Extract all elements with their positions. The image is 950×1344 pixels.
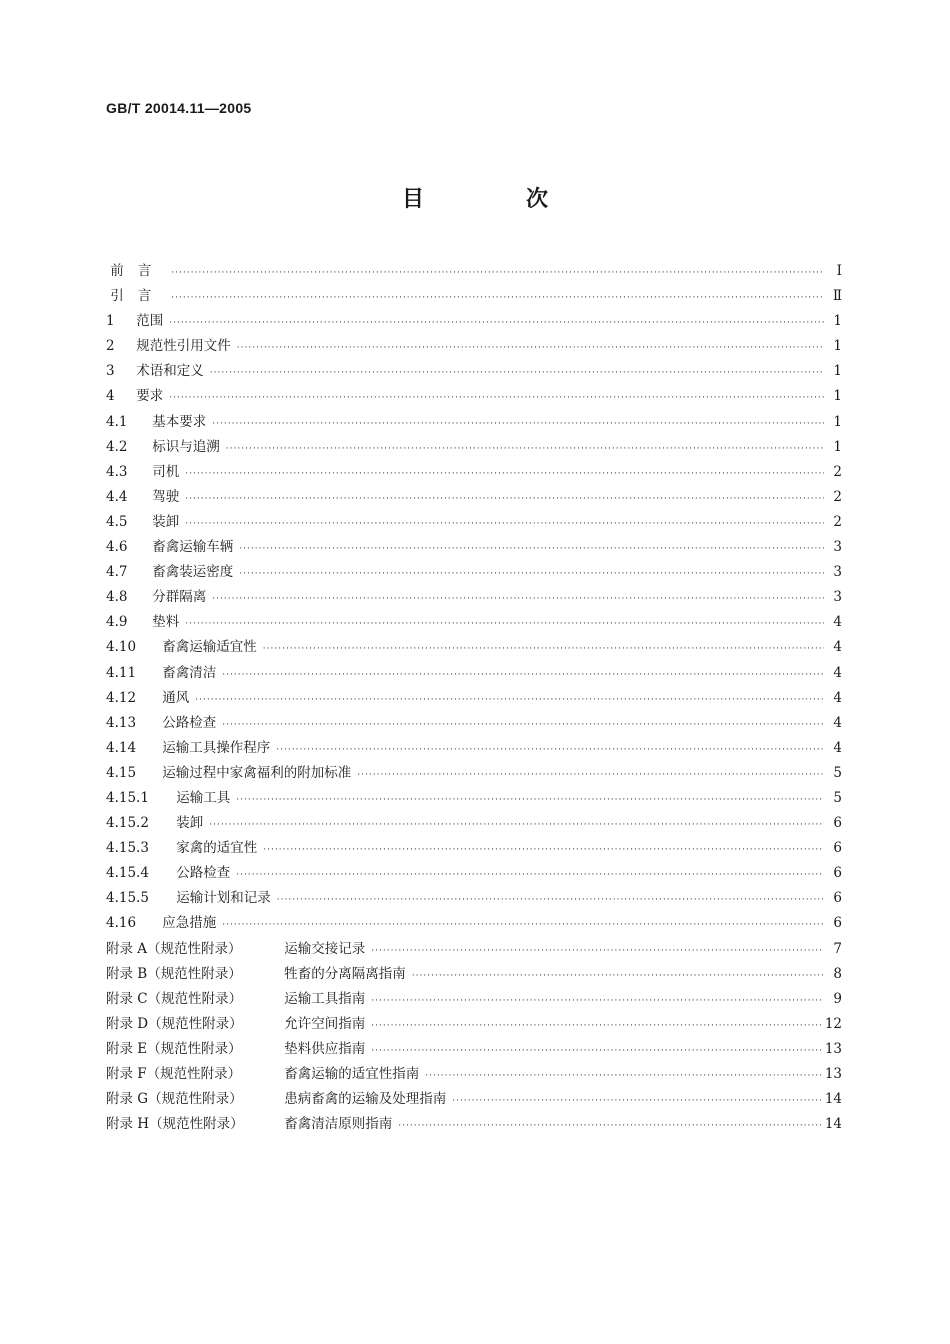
toc-entry-number: 4.16 <box>106 915 137 932</box>
toc-entry[interactable] <box>106 736 842 761</box>
toc-entry-title: 运输计划和记录 <box>176 890 271 907</box>
toc-entry-number: 4.15 <box>106 764 137 781</box>
toc-entry[interactable] <box>106 786 842 811</box>
toc-entry-page: 14 <box>824 1116 842 1133</box>
toc-entry-label <box>106 460 179 480</box>
toc-entry-label <box>106 811 203 831</box>
toc-entry-title: 规范性引用文件 <box>136 338 231 355</box>
toc-entry-page: 8 <box>833 965 842 982</box>
toc-entry[interactable] <box>106 259 842 284</box>
toc-entry-number: 2 <box>106 338 115 355</box>
toc-entry[interactable] <box>106 1062 842 1087</box>
toc-leader-dots <box>452 1096 821 1106</box>
toc-entry-page: 4 <box>833 639 842 656</box>
toc-entry-title: 公路检查 <box>162 714 217 731</box>
toc-leader-dots <box>185 519 824 529</box>
toc-entry-number: 4.14 <box>106 739 137 756</box>
toc-entry-label <box>106 836 257 856</box>
toc-entry-number: 附录 C（规范性附录） <box>106 990 243 1007</box>
toc-entry-page: 1 <box>833 313 842 330</box>
toc-entry-label <box>106 861 230 881</box>
toc-leader-dots <box>226 444 824 454</box>
toc-leader-dots <box>239 544 824 554</box>
toc-entry-title: 要求 <box>136 388 164 405</box>
toc-entry-number: 4 <box>106 388 115 405</box>
toc-entry-page: Ⅱ <box>832 288 842 305</box>
toc-entry-page: 2 <box>833 513 842 530</box>
toc-entry-number: 4.5 <box>106 513 128 530</box>
toc-entry-title: 分群隔离 <box>152 589 207 606</box>
toc-entry-label <box>106 911 216 931</box>
toc-entry-title: 垫料 <box>152 614 180 631</box>
toc-leader-dots <box>371 996 824 1006</box>
toc-entry[interactable] <box>106 911 842 936</box>
toc-entry[interactable] <box>106 560 842 585</box>
toc-entry[interactable] <box>106 460 842 485</box>
toc-entry[interactable] <box>106 686 842 711</box>
toc-leader-dots <box>277 895 824 905</box>
toc-entry[interactable] <box>106 761 842 786</box>
toc-entry-title: 畜禽运输适宜性 <box>162 639 257 656</box>
toc-entry-page: 1 <box>833 438 842 455</box>
toc-entry-number: 4.8 <box>106 589 128 606</box>
toc-leader-dots <box>212 594 824 604</box>
toc-entry-label <box>106 736 270 756</box>
toc-entry-page: 1 <box>833 413 842 430</box>
toc-entry[interactable] <box>106 987 842 1012</box>
toc-entry[interactable] <box>106 435 842 460</box>
toc-entry-page: 12 <box>824 1015 842 1032</box>
toc-entry-page: 6 <box>833 840 842 857</box>
toc-leader-dots <box>210 368 824 378</box>
toc-entry-number: 4.3 <box>106 463 128 480</box>
toc-entry[interactable] <box>106 485 842 510</box>
toc-entry-label <box>106 284 165 304</box>
toc-entry-number: 4.10 <box>106 639 137 656</box>
toc-entry-label <box>106 661 216 681</box>
toc-entry-number: 4.7 <box>106 564 128 581</box>
toc-entry-label <box>106 1087 446 1107</box>
toc-entry-page: 4 <box>833 614 842 631</box>
toc-entry[interactable] <box>106 359 842 384</box>
toc-entry-title: 畜禽装运密度 <box>152 564 234 581</box>
toc-leader-dots <box>212 419 824 429</box>
toc-entry-label <box>106 585 206 605</box>
toc-leader-dots <box>185 469 824 479</box>
toc-entry-title: 运输交接记录 <box>284 940 366 957</box>
toc-entry[interactable] <box>106 384 842 409</box>
toc-entry-number: 附录 B（规范性附录） <box>106 965 242 982</box>
toc-entry-page: 6 <box>833 915 842 932</box>
toc-entry-title: 畜禽清洁原则指南 <box>284 1116 393 1133</box>
toc-entry[interactable] <box>106 309 842 334</box>
toc-entry-number: 4.15.5 <box>106 890 149 907</box>
toc-entry-title: 通风 <box>162 689 190 706</box>
toc-entry-label <box>106 1012 365 1032</box>
toc-entry-number: 1 <box>106 313 115 330</box>
toc-leader-dots <box>357 770 824 780</box>
toc-entry-title: 前言 <box>110 263 166 279</box>
toc-entry-title: 范围 <box>136 313 164 330</box>
toc-entry-page: 4 <box>833 689 842 706</box>
toc-entry[interactable] <box>106 635 842 660</box>
toc-entry-page: 1 <box>833 338 842 355</box>
toc-entry-label <box>106 259 165 279</box>
toc-entry-title: 畜禽运输车辆 <box>152 539 234 556</box>
toc-entry-number: 附录 H（规范性附录） <box>106 1116 244 1133</box>
toc-entry[interactable] <box>106 410 842 435</box>
toc-entry-title: 患病畜禽的运输及处理指南 <box>284 1091 447 1108</box>
toc-entry[interactable] <box>106 711 842 736</box>
toc-entry-label <box>106 384 163 404</box>
toc-entry-label <box>106 937 365 957</box>
toc-leader-dots <box>239 569 824 579</box>
toc-entry-label <box>106 1062 419 1082</box>
toc-entry[interactable] <box>106 510 842 535</box>
toc-entry-label <box>106 535 233 555</box>
toc-leader-dots <box>425 1071 821 1081</box>
table-of-contents <box>106 259 842 1137</box>
toc-entry-label <box>106 334 231 354</box>
toc-entry[interactable] <box>106 836 842 861</box>
toc-entry-page: 3 <box>833 564 842 581</box>
toc-entry[interactable] <box>106 962 842 987</box>
toc-entry-page: 4 <box>833 664 842 681</box>
toc-leader-dots <box>371 1021 821 1031</box>
toc-entry-label <box>106 786 230 806</box>
toc-leader-dots <box>263 644 824 654</box>
toc-entry-title: 标识与追溯 <box>152 438 220 455</box>
toc-entry[interactable] <box>106 861 842 886</box>
toc-entry[interactable] <box>106 1087 842 1112</box>
toc-entry[interactable] <box>106 811 842 836</box>
toc-entry-page: 14 <box>824 1091 842 1108</box>
toc-leader-dots <box>169 318 824 328</box>
toc-leader-dots <box>169 393 824 403</box>
toc-leader-dots <box>398 1121 821 1131</box>
toc-entry-label <box>106 560 233 580</box>
toc-entry-label <box>106 359 204 379</box>
toc-entry-title: 基本要求 <box>152 413 207 430</box>
toc-entry-title: 装卸 <box>176 815 204 832</box>
toc-entry-title: 垫料供应指南 <box>284 1040 366 1057</box>
toc-entry-page: 6 <box>833 815 842 832</box>
toc-leader-dots <box>371 946 824 956</box>
toc-entry-label <box>106 410 206 430</box>
toc-entry-number: 4.6 <box>106 539 128 556</box>
toc-entry-label <box>106 686 189 706</box>
toc-entry-page: 1 <box>833 388 842 405</box>
toc-entry-title: 应急措施 <box>162 915 217 932</box>
toc-entry-label <box>106 510 179 530</box>
toc-entry-page: 4 <box>833 714 842 731</box>
toc-entry-label <box>106 1112 392 1132</box>
page-title: 目 次 <box>401 187 588 212</box>
toc-entry-number: 4.15.3 <box>106 840 149 857</box>
toc-entry-number: 4.11 <box>106 664 137 681</box>
toc-entry-title: 畜禽清洁 <box>162 664 217 681</box>
toc-entry[interactable] <box>106 535 842 560</box>
toc-leader-dots <box>276 745 824 755</box>
toc-entry[interactable] <box>106 585 842 610</box>
toc-entry[interactable] <box>106 661 842 686</box>
toc-leader-dots <box>171 268 824 278</box>
toc-entry-page: 3 <box>833 539 842 556</box>
toc-entry-label <box>106 435 220 455</box>
toc-entry[interactable] <box>106 937 842 962</box>
toc-entry-title: 运输工具操作程序 <box>162 739 271 756</box>
toc-leader-dots <box>222 670 824 680</box>
toc-leader-dots <box>236 870 824 880</box>
toc-entry-page: 6 <box>833 890 842 907</box>
toc-entry-page: 2 <box>833 463 842 480</box>
toc-entry[interactable] <box>106 1037 842 1062</box>
toc-entry-number: 3 <box>106 363 115 380</box>
toc-leader-dots <box>236 795 824 805</box>
toc-leader-dots <box>263 845 824 855</box>
toc-entry-label <box>106 761 351 781</box>
toc-entry-title: 司机 <box>152 463 180 480</box>
toc-entry-number: 附录 A（规范性附录） <box>106 940 242 957</box>
toc-entry-title: 允许空间指南 <box>284 1015 366 1032</box>
toc-entry[interactable] <box>106 1112 842 1137</box>
toc-entry-number: 4.4 <box>106 488 128 505</box>
toc-entry-number: 4.12 <box>106 689 137 706</box>
toc-leader-dots <box>171 293 824 303</box>
toc-entry-number: 4.15.1 <box>106 789 149 806</box>
toc-entry-label <box>106 962 406 982</box>
toc-leader-dots <box>222 720 824 730</box>
toc-leader-dots <box>412 971 824 981</box>
toc-entry-title: 引言 <box>110 288 166 305</box>
toc-entry-label <box>106 886 271 906</box>
toc-entry-label <box>106 1037 365 1057</box>
toc-entry-page: Ⅰ <box>836 263 842 279</box>
toc-entry-label <box>106 635 257 655</box>
toc-entry-title: 驾驶 <box>152 488 180 505</box>
toc-entry-page: 4 <box>833 739 842 756</box>
toc-entry[interactable] <box>106 886 842 911</box>
toc-entry-number: 4.9 <box>106 614 128 631</box>
toc-entry-page: 7 <box>833 940 842 957</box>
toc-entry-number: 4.2 <box>106 438 128 455</box>
toc-entry-label <box>106 485 179 505</box>
toc-entry-page: 3 <box>833 589 842 606</box>
toc-entry-label <box>106 309 163 329</box>
toc-leader-dots <box>185 494 824 504</box>
toc-entry-number: 4.13 <box>106 714 137 731</box>
toc-entry[interactable] <box>106 1012 842 1037</box>
toc-entry-number: 附录 F（规范性附录） <box>106 1066 242 1082</box>
toc-entry-title: 家禽的适宜性 <box>176 840 258 857</box>
toc-entry-title: 装卸 <box>152 513 180 530</box>
toc-leader-dots <box>237 343 824 353</box>
toc-entry-number: 4.1 <box>106 413 128 430</box>
toc-entry-title: 牲畜的分离隔离指南 <box>284 965 406 982</box>
toc-entry-title: 运输工具指南 <box>284 990 366 1007</box>
toc-entry-title: 公路检查 <box>176 865 231 882</box>
toc-entry-number: 4.15.4 <box>106 865 149 882</box>
toc-leader-dots <box>371 1046 821 1056</box>
toc-entry[interactable] <box>106 610 842 635</box>
toc-entry-label <box>106 711 216 731</box>
toc-entry-number: 附录 G（规范性附录） <box>106 1091 243 1108</box>
toc-leader-dots <box>185 619 824 629</box>
toc-entry-number: 附录 E（规范性附录） <box>106 1040 242 1057</box>
toc-entry-label <box>106 987 365 1007</box>
toc-entry-label <box>106 610 179 630</box>
toc-entry-page: 5 <box>833 764 842 781</box>
toc-entry-title: 运输工具 <box>176 789 231 806</box>
toc-entry-page: 1 <box>833 363 842 380</box>
toc-entry-page: 13 <box>824 1066 842 1082</box>
toc-leader-dots <box>209 820 824 830</box>
standard-code: GB/T 20014.11—2005 <box>106 100 252 116</box>
toc-entry[interactable] <box>106 334 842 359</box>
toc-entry-number: 4.15.2 <box>106 815 149 832</box>
toc-entry-title: 畜禽运输的适宜性指南 <box>284 1066 420 1082</box>
toc-entry-page: 5 <box>833 789 842 806</box>
toc-entry-page: 2 <box>833 488 842 505</box>
toc-entry-number: 附录 D（规范性附录） <box>106 1015 243 1032</box>
toc-entry-title: 术语和定义 <box>136 363 204 380</box>
toc-entry-page: 6 <box>833 865 842 882</box>
toc-entry-page: 9 <box>833 990 842 1007</box>
toc-leader-dots <box>195 695 824 705</box>
toc-entry-page: 13 <box>824 1040 842 1057</box>
toc-entry-title: 运输过程中家禽福利的附加标准 <box>162 764 352 781</box>
toc-leader-dots <box>222 920 824 930</box>
toc-entry[interactable] <box>106 284 842 309</box>
